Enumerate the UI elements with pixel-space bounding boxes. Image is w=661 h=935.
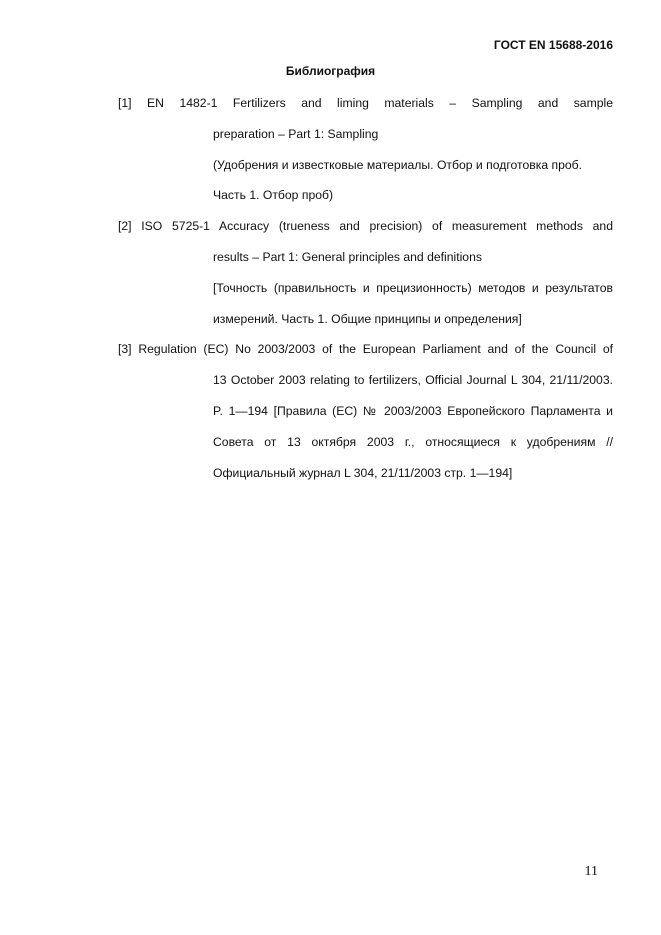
bibliography-title: Библиография [285,64,376,78]
entry-1-translation: (Удобрения и известковые материалы. Отбор и подготовка проб. Часть 1. Отбор проб) [213,157,583,203]
entry-1-continuation: preparation – Part 1: Sampling [213,126,379,141]
entry-2-translation: [Точность (правильность и прецизионность) методов и результатов измерений. Часть 1. Общие принципы и определения] [213,280,613,326]
page-number: 11 [584,864,598,879]
entry-1-first-line: [1] EN 1482-1 Fertilizers and liming materials – Sampling and sample [118,96,613,110]
entry-3-continuation: 13 October 2003 relating to fertilizers, Official Journal L 304, 21/11/2003. P. 1—194 [Правила (ЕС) № 2003/2003 Европейского Парламента и Совета от 13 октября 2003 г., относящиеся к удобрениям // Официальный журнал L 304, 21/11/2003 стр. 1—194] [213,373,613,480]
bibliography-entry-2 [118,211,613,334]
entry-2-continuation: results – Part 1: General principles and definitions [213,249,482,264]
entry-3-first-line: [3] Regulation (EC) No 2003/2003 of the European Parliament and of the Council of [118,342,613,357]
bibliography-entry-3 [118,334,613,488]
bibliography-entry-1 [118,88,613,211]
entry-2-first-line: [2] ISO 5725-1 Accuracy (trueness and precision) of measurement methods and [118,219,613,234]
bibliography-list [118,88,613,488]
standard-code: ГОСТ EN 15688-2016 [493,38,613,52]
